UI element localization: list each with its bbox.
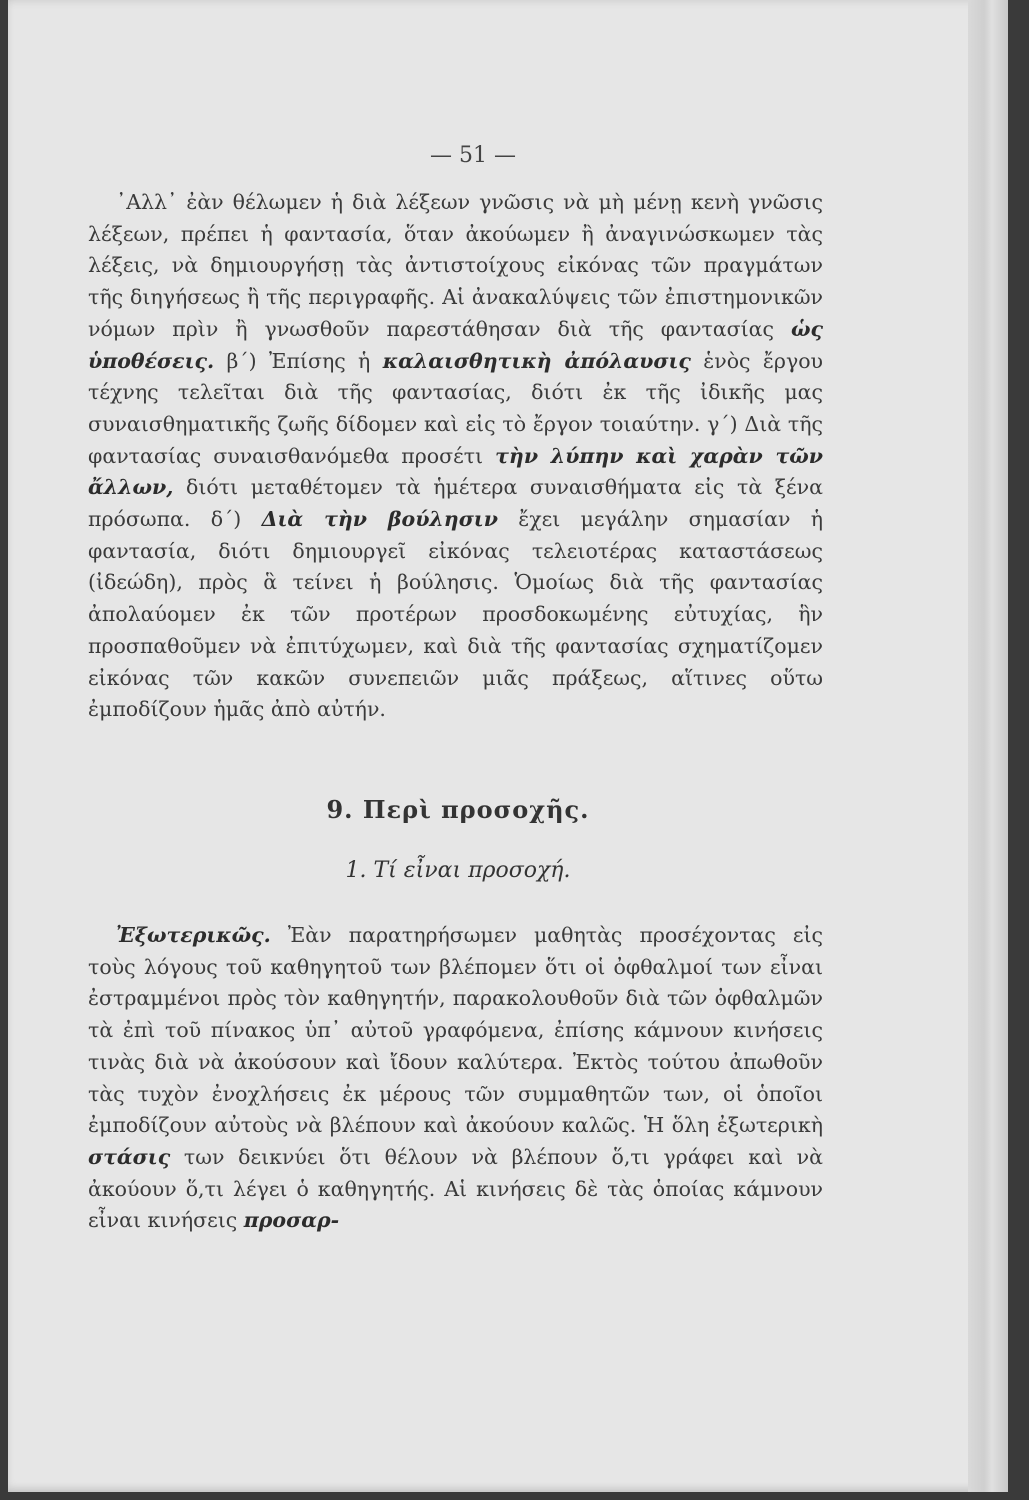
page-edge <box>968 0 1008 1492</box>
sub-heading: 1. Τί εἶναι προσοχή. <box>345 858 571 883</box>
text-run: ἑνὸς ἔργου τέχνης τελεῖται διὰ τῆς φαντασίας, διότι ἐκ τῆς ἰδικῆς μας συναισθηματικῆς ζωῆς δίδομεν καὶ εἰς τὸ ἔργον τοιαύτην. γ΄) Διὰ τῆς φαντασίας συναισθανόμεθα προσέτι <box>88 348 823 468</box>
text-run: διότι μεταθέτομεν τὰ ἡμέτερα συναισθήματα εἰς τὰ ξένα πρόσωπα. δ΄) <box>88 475 823 532</box>
text-run: β΄) Ἐπίσης ἡ <box>214 348 383 373</box>
text-run: Ἐὰν παρατηρήσωμεν μαθητὰς προσέχοντας εἰς τοὺς λόγους τοῦ καθηγητοῦ των βλέπομεν ὅτι οἱ ὀφθαλμοί των εἶναι ἐστραμμένοι πρὸς τὸν καθηγητήν, παρακολουθοῦν διὰ τῶν ὀφθαλμῶν τὰ ἐπὶ τοῦ πίνακος ὑπ᾿ αὐτοῦ γραφόμενα, ἐπίσης κάμνουν κινήσεις τινὰς διὰ νὰ ἀκούσουν καὶ ἴδουν καλύτερα. Ἐκτὸς τούτου ἀπωθοῦν τὰς τυχὸν ἐνοχλήσεις ἐκ μέρους τῶν συμμαθητῶν των, οἱ ὁποῖοι ἐμποδίζουν αὐτοὺς νὰ βλέπουν καὶ ἀκούουν καλῶς. Ἡ ὅλη ἐξωτερικὴ <box>88 923 823 1138</box>
paragraph-imagination <box>88 187 823 726</box>
section-heading: 9. Περὶ προσοχῆς. <box>326 795 590 824</box>
emphasis-posture: στάσις <box>88 1144 171 1169</box>
book-page <box>8 0 1008 1492</box>
text-run: ἔχει μεγάλην σημασίαν ἡ φαντασία, διότι δημιουργεῖ εἰκόνας τελειοτέρας καταστάσεως (ἰδεώδη), πρὸς ἃ τείνει ἡ βούλησις. Ὁμοίως διὰ τῆς φαντασίας ἀπολαύομεν ἐκ τῶν προτέρων προσδοκωμένης εὐτυχίας, ἣν προσπαθοῦμεν νὰ ἐπιτύχωμεν, καὶ διὰ τῆς φαντασίας σχηματίζομεν εἰκόνας τῶν κακῶν συνεπειῶν μιᾶς πράξεως, αἵτινες οὕτω ἐμποδίζουν ἡμᾶς ἀπὸ αὐτήν. <box>88 507 823 722</box>
emphasis-hypotheses: ὡς ὑποθέσεις. <box>88 316 823 373</box>
emphasis-sorrow-joy: τὴν λύπην καὶ χαρὰν τῶν ἄλλων, <box>88 443 823 500</box>
emphasis-aesthetic: καλαισθητικὴ ἀπόλαυσις <box>382 348 691 373</box>
text-run: των δεικνύει ὅτι θέλουν νὰ βλέπουν ὅ,τι γράφει καὶ νὰ ἀκούουν ὅ,τι λέγει ὁ καθηγητής. Αἱ κινήσεις δὲ τὰς ὁποίας κάμνουν εἶναι κινήσεις <box>88 1144 823 1233</box>
page-number: — 51 — <box>430 143 516 168</box>
emphasis-adapt: προσαρ- <box>243 1208 340 1233</box>
emphasis-externally: Ἐξωτερικῶς. <box>116 923 271 947</box>
text-run: ᾿Αλλ᾿ ἐὰν θέλωμεν ἡ διὰ λέξεων γνῶσις νὰ μὴ μένῃ κενὴ γνῶσις λέξεων, πρέπει ἡ φαντασία, ὅταν ἀκούωμεν ἢ ἀναγινώσκωμεν τὰς λέξεις, νὰ δημιουργήσῃ τὰς ἀντιστοίχους εἰκόνας τῶν πραγμάτων τῆς διηγήσεως ἢ τῆς περιγραφῆς. Αἱ ἀνακαλύψεις τῶν ἐπιστημονικῶν νόμων πρὶν ἢ γνωσθοῦν παρεστάθησαν διὰ τῆς φαντασίας <box>88 190 823 341</box>
emphasis-will: Διὰ τὴν βούλησιν <box>261 507 498 532</box>
paragraph-attention <box>88 920 823 1237</box>
